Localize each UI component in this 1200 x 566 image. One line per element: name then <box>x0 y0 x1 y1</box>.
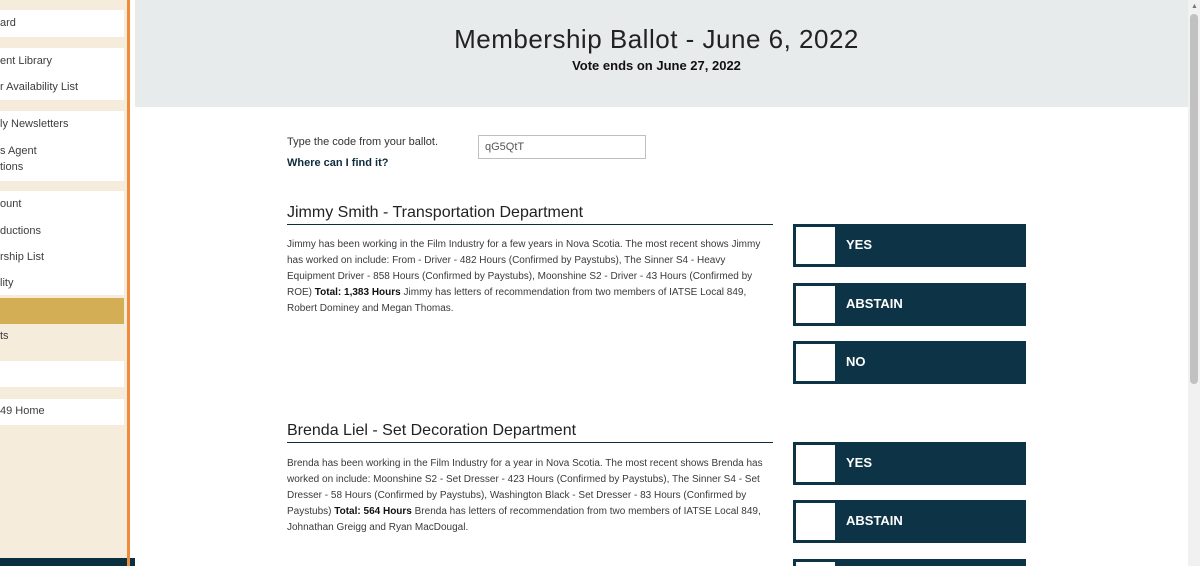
candidate-total-hours: Total: 564 Hours <box>334 506 412 517</box>
vote-checkbox[interactable] <box>796 562 835 566</box>
sidebar-item-account[interactable]: ount <box>0 198 22 210</box>
vote-abstain-button[interactable] <box>793 283 1026 326</box>
sidebar-footer <box>0 558 130 566</box>
candidate-description-text: Jimmy has letters of recommendation from two members of IATSE Local 849, Robert Dominey and Megan Thomas. <box>287 287 747 314</box>
vote-option-label: ABSTAIN <box>846 513 903 528</box>
vote-abstain-button[interactable] <box>793 500 1026 543</box>
sidebar <box>0 0 130 566</box>
vote-option-label: YES <box>846 237 873 252</box>
candidate-description-text: Brenda has been working in the Film Industry for a year in Nova Scotia. The most recent shows Brenda has worked on include: Moonshine S2 - Set Dresser - 423 Hours (Confirmed by Paystubs), The Sinner S4 - Set Dresser - 58 Hours (Confirmed by Paystubs), Washington Black - Set Dresser - 83 Hours (Confirmed by Paystubs) <box>287 458 763 517</box>
sidebar-group <box>0 361 124 387</box>
scrollbar-thumb[interactable] <box>1190 14 1198 384</box>
vote-checkbox[interactable] <box>796 344 835 381</box>
ballot-header <box>135 0 1188 107</box>
vote-checkbox[interactable] <box>796 503 835 540</box>
candidate-description <box>287 456 773 536</box>
page-title: Membership Ballot - June 6, 2022 <box>454 24 859 54</box>
sidebar-item-events[interactable]: ts <box>0 330 9 342</box>
sidebar-item-newsletters[interactable]: ly Newsletters <box>0 118 69 130</box>
candidate-description <box>287 237 773 317</box>
code-label: Type the code from your ballot. <box>287 136 439 148</box>
vote-no-button[interactable] <box>793 559 1026 566</box>
candidate-description-text: Brenda has letters of recommendation from two members of IATSE Local 849, Johnathan Greigg and Ryan MacDougal. <box>287 506 761 533</box>
sidebar-item-availability[interactable]: lity <box>0 277 14 289</box>
sidebar-item-business-agent-line2[interactable]: tions <box>0 161 24 173</box>
vote-checkbox[interactable] <box>796 227 835 264</box>
sidebar-group <box>0 10 124 37</box>
vote-deadline: Vote ends on June 27, 2022 <box>572 58 741 73</box>
sidebar-item-productions[interactable]: ductions <box>0 225 41 237</box>
vote-yes-button[interactable] <box>793 442 1026 485</box>
scroll-up-arrow-icon[interactable]: ▲ <box>1191 3 1198 10</box>
vote-checkbox[interactable] <box>796 445 835 482</box>
vote-checkbox[interactable] <box>796 286 835 323</box>
vote-option-label: YES <box>846 455 873 470</box>
candidate-total-hours: Total: 1,383 Hours <box>314 287 401 298</box>
sidebar-item-active[interactable] <box>0 298 124 324</box>
sidebar-item-availability-list[interactable]: r Availability List <box>0 81 79 93</box>
candidate-name: Jimmy Smith - Transportation Department <box>287 204 773 225</box>
where-find-code-link[interactable]: Where can I find it? <box>287 157 389 169</box>
sidebar-gap-footer <box>130 558 135 566</box>
sidebar-item-membership-list[interactable]: rship List <box>0 251 45 263</box>
sidebar-item-local-home[interactable]: 49 Home <box>0 405 45 417</box>
vote-yes-button[interactable] <box>793 224 1026 267</box>
sidebar-item-document-library[interactable]: ent Library <box>0 55 52 67</box>
vote-option-label: NO <box>846 354 866 369</box>
vote-no-button[interactable] <box>793 341 1026 384</box>
ballot-code-input[interactable] <box>478 135 646 159</box>
vote-option-label: ABSTAIN <box>846 296 903 311</box>
sidebar-item-dashboard[interactable]: ard <box>0 17 16 29</box>
candidate-description-text: Jimmy has been working in the Film Industry for a few years in Nova Scotia. The most recent shows Jimmy has worked on include: From - Driver - 482 Hours (Confirmed by Paystubs), The Sinner S4 - Heavy Equipment Driver - 858 Hours (Confirmed by Paystubs), Moonshine S2 - Driver - 43 Hours (Confirmed by ROE) <box>287 239 761 298</box>
candidate-name: Brenda Liel - Set Decoration Department <box>287 422 773 443</box>
sidebar-item-business-agent[interactable]: s Agent <box>0 145 37 157</box>
